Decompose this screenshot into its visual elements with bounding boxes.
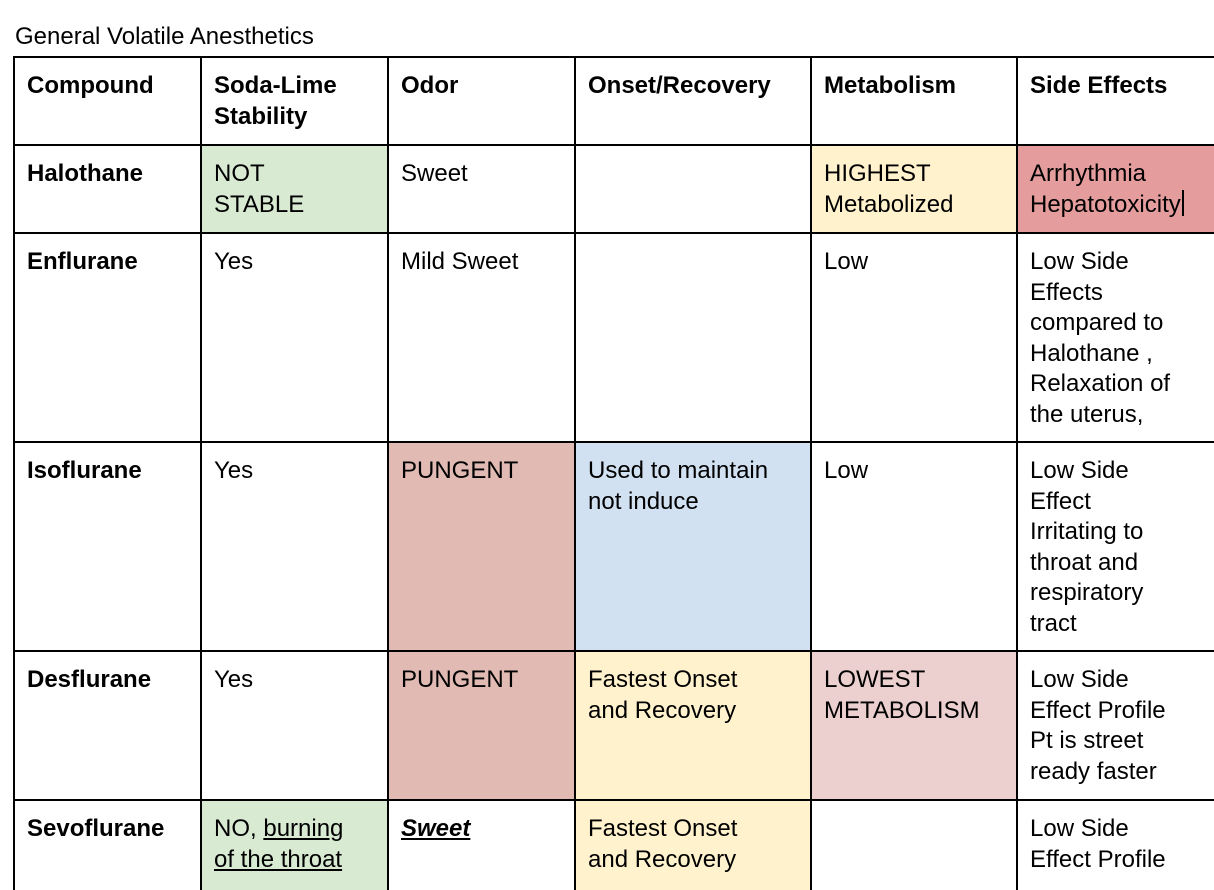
header-onset[interactable] xyxy=(575,57,811,145)
cell-enflurane-soda[interactable] xyxy=(201,233,388,442)
cell-text-line: Yes xyxy=(214,666,254,693)
cell-halothane-odor[interactable] xyxy=(388,145,575,233)
cell-text-line: HIGHEST xyxy=(824,160,931,187)
cell-text-line: the uterus, xyxy=(1030,400,1144,428)
cell-text-line: throat and xyxy=(1030,548,1139,576)
cell-halothane-compound[interactable] xyxy=(14,145,201,233)
cell-text-line: METABOLISM xyxy=(824,696,980,724)
cell-text-line: LOWEST xyxy=(824,666,926,693)
cell-text-line: Low Side xyxy=(1030,457,1129,484)
cell-text-line: PUNGENT xyxy=(401,457,519,484)
header-odor-label: Odor xyxy=(401,72,459,99)
cell-text-line: Effects xyxy=(1030,278,1103,306)
cell-text-line: Low Side xyxy=(1030,666,1129,693)
cell-isoflurane-metabolism[interactable] xyxy=(811,442,1017,651)
header-metabolism[interactable] xyxy=(811,57,1017,145)
header-compound-label: Compound xyxy=(27,72,154,99)
cell-desflurane-onset[interactable] xyxy=(575,651,811,800)
cell-sevoflurane-onset[interactable] xyxy=(575,800,811,890)
cell-text-line: Yes xyxy=(214,457,254,484)
cell-sevoflurane-soda[interactable] xyxy=(201,800,388,890)
cell-text-line: compared to xyxy=(1030,309,1164,336)
cell-enflurane-side-effects[interactable] xyxy=(1017,233,1214,442)
cell-text-line: STABLE xyxy=(214,190,305,218)
cell-text-line: Yes xyxy=(214,248,254,275)
anesthetics-table xyxy=(13,56,1214,890)
header-side-effects-label: Side Effects xyxy=(1030,72,1168,99)
cell-isoflurane-odor[interactable] xyxy=(388,442,575,651)
table-caption: General Volatile Anesthetics xyxy=(15,23,314,50)
cell-text-line: NOT xyxy=(214,160,265,187)
cell-text-line xyxy=(214,814,375,845)
header-onset-label: Onset/Recovery xyxy=(588,72,771,99)
cell-text: Hepatotoxicity xyxy=(1030,190,1181,218)
cell-sevoflurane-odor[interactable] xyxy=(388,800,575,890)
underlined-text: burning xyxy=(263,815,344,842)
cell-sevoflurane-metabolism[interactable] xyxy=(811,800,1017,890)
cell-text-line: Halothane , xyxy=(1030,339,1153,367)
cell-text-line: respiratory xyxy=(1030,579,1144,606)
cell-enflurane-odor[interactable] xyxy=(388,233,575,442)
table-row-enflurane xyxy=(14,233,1214,442)
table-row-isoflurane xyxy=(14,442,1214,651)
cell-text-line: and Recovery xyxy=(588,696,737,724)
compound-name: Sevoflurane xyxy=(27,815,165,842)
cell-text-line: Pt is street xyxy=(1030,727,1144,754)
cell-halothane-side-effects[interactable] xyxy=(1017,145,1214,233)
cell-isoflurane-onset[interactable] xyxy=(575,442,811,651)
cell-text-line: Low Side xyxy=(1030,815,1129,842)
compound-name: Isoflurane xyxy=(27,457,142,484)
cell-desflurane-metabolism[interactable] xyxy=(811,651,1017,800)
header-compound[interactable] xyxy=(14,57,201,145)
cell-desflurane-side-effects[interactable] xyxy=(1017,651,1214,800)
cell-halothane-soda[interactable] xyxy=(201,145,388,233)
emphasized-text: Sweet xyxy=(401,815,471,842)
header-metabolism-label: Metabolism xyxy=(824,72,957,99)
header-row xyxy=(14,57,1214,145)
cell-enflurane-metabolism[interactable] xyxy=(811,233,1017,442)
cell-text-line: Low xyxy=(824,248,869,275)
cell-text-line-with-cursor xyxy=(1030,190,1214,221)
cell-enflurane-compound[interactable] xyxy=(14,233,201,442)
header-soda-lime-line2: Stability xyxy=(214,102,308,130)
cell-text-line: Arrhythmia xyxy=(1030,160,1147,187)
cell-text-line: Sweet xyxy=(401,160,468,187)
cell-isoflurane-side-effects[interactable] xyxy=(1017,442,1214,651)
header-side-effects[interactable] xyxy=(1017,57,1214,145)
cell-isoflurane-soda[interactable] xyxy=(201,442,388,651)
cell-text-line: Effect Profile xyxy=(1030,696,1166,724)
cell-text-line: Used to maintain xyxy=(588,457,769,484)
cell-text: NO, xyxy=(214,815,264,842)
cell-text-line: ready faster xyxy=(1030,757,1157,785)
cell-text-line: PUNGENT xyxy=(401,666,519,693)
cell-text-line: Effect xyxy=(1030,487,1091,515)
header-soda-lime[interactable] xyxy=(201,57,388,145)
text-cursor xyxy=(1182,190,1184,216)
header-odor[interactable] xyxy=(388,57,575,145)
cell-halothane-onset[interactable] xyxy=(575,145,811,233)
cell-text-line: Low xyxy=(824,457,869,484)
cell-text-line: Fastest Onset xyxy=(588,666,738,693)
cell-isoflurane-compound[interactable] xyxy=(14,442,201,651)
table-row-sevoflurane xyxy=(14,800,1214,890)
cell-text-line: Effect Profile xyxy=(1030,845,1166,873)
cell-text-line: Irritating to xyxy=(1030,518,1144,545)
cell-sevoflurane-side-effects[interactable] xyxy=(1017,800,1214,890)
cell-halothane-metabolism[interactable] xyxy=(811,145,1017,233)
cell-enflurane-onset[interactable] xyxy=(575,233,811,442)
cell-desflurane-soda[interactable] xyxy=(201,651,388,800)
cell-text-line: Metabolized xyxy=(824,190,954,218)
cell-sevoflurane-compound[interactable] xyxy=(14,800,201,890)
cell-desflurane-compound[interactable] xyxy=(14,651,201,800)
table-row-halothane xyxy=(14,145,1214,233)
underlined-text: of the throat xyxy=(214,845,343,873)
cell-text-line: Mild Sweet xyxy=(401,248,519,275)
compound-name: Desflurane xyxy=(27,666,152,693)
cell-text-line: Relaxation of xyxy=(1030,370,1171,397)
cell-text-line: not induce xyxy=(588,487,699,515)
cell-text-line: Fastest Onset xyxy=(588,815,738,842)
compound-name: Halothane xyxy=(27,160,144,187)
table-row-desflurane xyxy=(14,651,1214,800)
header-soda-lime-line1: Soda-Lime xyxy=(214,72,337,99)
compound-name: Enflurane xyxy=(27,248,138,275)
cell-text-line: tract xyxy=(1030,609,1077,637)
cell-text-line: and Recovery xyxy=(588,845,737,873)
cell-desflurane-odor[interactable] xyxy=(388,651,575,800)
cell-text-line: Low Side xyxy=(1030,248,1129,275)
